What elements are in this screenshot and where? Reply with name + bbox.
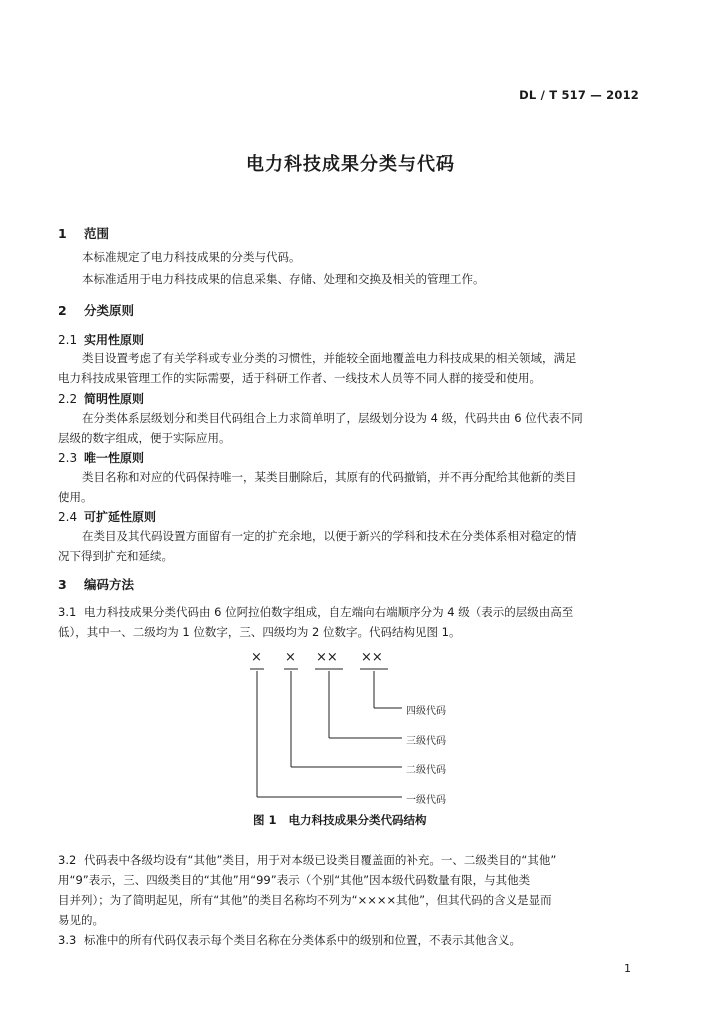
page-number: 1 — [624, 962, 631, 975]
diagram-label-level2: 二级代码 — [406, 765, 446, 776]
figure-number: 图 1 — [253, 813, 277, 827]
paragraph-line: 低），其中一、二级均为 1 位数字，三、四级均为 2 位数字。代码结构见图 1。 — [58, 625, 461, 639]
page-title: 电力科技成果分类与代码 — [246, 154, 455, 175]
subsection-number: 2.1 — [58, 333, 78, 347]
section-title: 范围 — [84, 226, 110, 241]
figure-caption — [253, 812, 427, 828]
code-mark-level1: × — [251, 650, 262, 665]
paragraph-text: 电力科技成果分类代码由 6 位阿拉伯数字组成，自左端向右端顺序分为 4 级（表示的层级由高至 — [84, 605, 574, 619]
paragraph-line: 易见的。 — [58, 913, 104, 927]
paragraph-text: 标准中的所有代码仅表示每个类目名称在分类体系中的级别和位置，不表示其他含义。 — [84, 933, 521, 947]
section-title: 分类原则 — [84, 303, 135, 318]
paragraph-line: 在类目及其代码设置方面留有一定的扩充余地，以便于新兴的学科和技术在分类体系相对稳定的情 — [82, 529, 577, 543]
paragraph-line: 况下得到扩充和延续。 — [58, 549, 173, 563]
subsection-number: 3.3 — [58, 933, 77, 947]
paragraph-line: 电力科技成果管理工作的实际需要，适于科研工作者、一线技术人员等不同人群的接受和使用。 — [58, 371, 541, 385]
subsection-number: 3.1 — [58, 605, 77, 619]
section-title: 编码方法 — [84, 577, 135, 592]
section-number: 3 — [58, 577, 67, 592]
paragraph-line: 类目设置考虑了有关学科或专业分类的习惯性，并能较全面地覆盖电力科技成果的相关领域，满足 — [82, 351, 577, 365]
diagram-label-level4: 四级代码 — [406, 706, 446, 717]
paragraph-line: 用“9”表示，三、四级类目的“其他”用“99”表示（个别“其他”因本级代码数量有限，与其他类 — [58, 873, 531, 887]
paragraph-line — [58, 932, 521, 948]
section-number: 2 — [58, 303, 67, 318]
subsection-number: 2.3 — [58, 451, 78, 465]
code-mark-level3: ×× — [316, 650, 338, 665]
paragraph: 本标准规定了电力科技成果的分类与代码。 — [82, 250, 301, 264]
subsection-number: 2.4 — [58, 510, 78, 524]
subsection-title: 实用性原则 — [84, 333, 145, 347]
paragraph-line: 层级的数字组成，便于实际应用。 — [58, 431, 231, 445]
paragraph-line: 类目名称和对应的代码保持唯一，某类目删除后，其原有的代码撤销，并不再分配给其他新的类目 — [82, 470, 577, 484]
subsection-number: 3.2 — [58, 853, 77, 867]
standard-code: DL / T 517 — 2012 — [519, 88, 639, 102]
code-mark-level2: × — [285, 650, 296, 665]
paragraph-line: 在分类体系层级划分和类目代码组合上力求简单明了，层级划分设为 4 级，代码共由 6 位代表不同 — [82, 411, 583, 425]
paragraph-line: 使用。 — [58, 490, 93, 504]
paragraph-line: 目并列）；为了简明起见，所有“其他”的类目名称均不列为“××××其他”，但其代码的含义是显而 — [58, 893, 552, 907]
section-number: 1 — [58, 226, 67, 241]
paragraph-text: 代码表中各级均设有“其他”类目，用于对本级已设类目覆盖面的补充。一、二级类目的“其他” — [84, 853, 557, 867]
figure-title: 电力科技成果分类代码结构 — [288, 813, 427, 827]
paragraph: 本标准适用于电力科技成果的信息采集、存储、处理和交换及相关的管理工作。 — [82, 272, 485, 286]
diagram-label-level3: 三级代码 — [406, 736, 446, 747]
diagram-label-level1: 一级代码 — [406, 795, 446, 806]
paragraph-line — [58, 852, 556, 868]
subsection-title: 唯一性原则 — [84, 451, 145, 465]
subsection-title: 可扩延性原则 — [84, 510, 157, 524]
subsection-number: 2.2 — [58, 392, 78, 406]
subsection-title: 简明性原则 — [84, 392, 145, 406]
code-mark-level4: ×× — [361, 650, 383, 665]
